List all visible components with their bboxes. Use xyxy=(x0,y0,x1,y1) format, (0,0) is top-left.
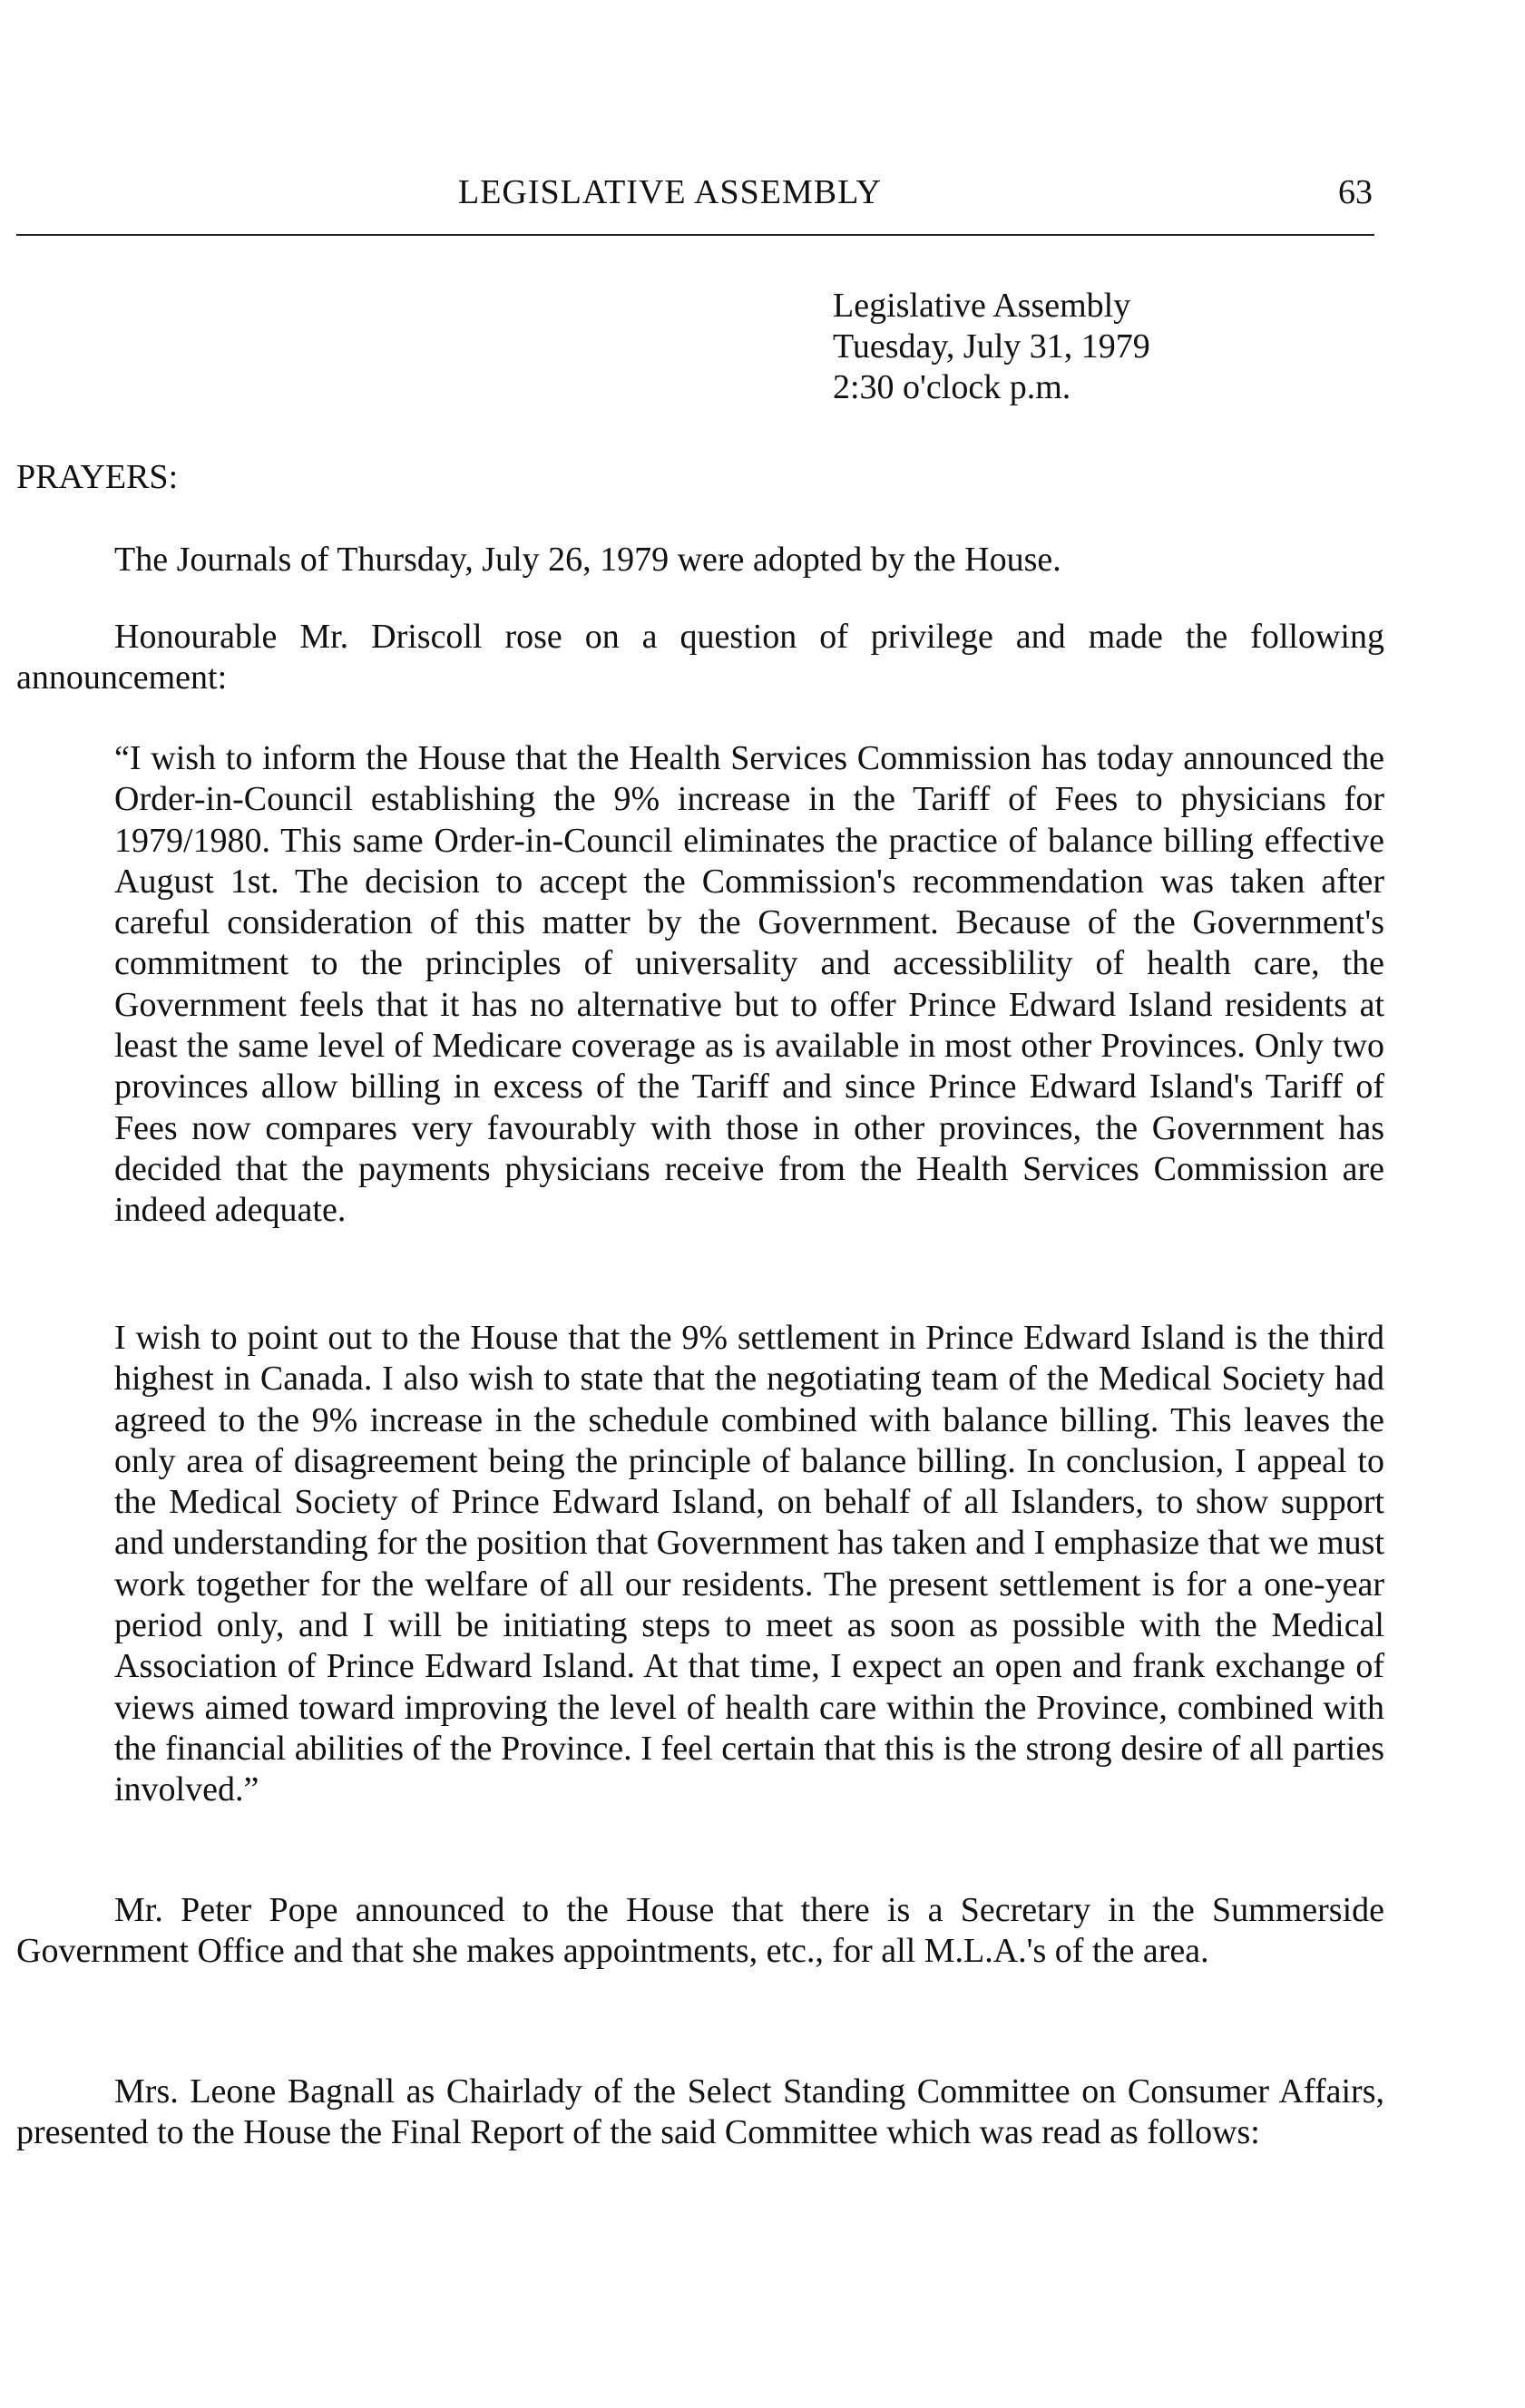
header-rule xyxy=(16,234,1374,236)
sitting-date: Tuesday, July 31, 1979 xyxy=(833,327,1150,366)
driscoll-intro-paragraph: Honourable Mr. Driscoll rose on a question of privilege and made the following announcement: xyxy=(16,618,1384,697)
quoted-announcement-paragraph-1: “I wish to inform the House that the Health Services Commission has today announced the Order-in-Council establishing the 9% increase in the Tariff of Fees to physicians for 1979/1980. This same Order-in-Council eliminates the practice of balance billing effective August 1st. The decision to accept the Commission's recommendation was taken after careful consideration of this matter by the Government. Because of the Government's commitment to the principles of universality and accessiblility of health care, the Government feels that it has no alternative but to offer Prince Edward Island residents at least the same level of Medicare coverage as is available in most other Provinces. Only two provinces allow billing in excess of the Tariff and since Prince Edward Island's Tariff of Fees now compares very favourably with those in other provinces, the Government has decided that the payments physicians receive from the Health Services Commission are indeed adequate. xyxy=(114,739,1384,1230)
sitting-time: 2:30 o'clock p.m. xyxy=(833,368,1071,406)
running-head-title: LEGISLATIVE ASSEMBLY xyxy=(458,173,882,211)
prayers-heading: PRAYERS: xyxy=(16,458,179,496)
sitting-body: Legislative Assembly xyxy=(833,287,1131,325)
sitting-info xyxy=(833,286,1150,408)
page-number: 63 xyxy=(1338,173,1373,211)
journals-paragraph: The Journals of Thursday, July 26, 1979 were adopted by the House. xyxy=(114,541,1061,579)
pope-paragraph: Mr. Peter Pope announced to the House that there is a Secretary in the Summerside Government Office and that she makes appointments, etc., for all M.L.A.'s of the area. xyxy=(16,1891,1384,1971)
quoted-announcement-paragraph-2: I wish to point out to the House that the 9% settlement in Prince Edward Island is the third highest in Canada. I also wish to state that the negotiating team of the Medical Society had agreed to the 9% increase in the schedule combined with balance billing. This leaves the only area of disagreement being the principle of balance billing. In conclusion, I appeal to the Medical Society of Prince Edward Island, on behalf of all Islanders, to show support and understanding for the position that Government has taken and I emphasize that we must work together for the welfare of all our residents. The present settlement is for a one-year period only, and I will be initiating steps to meet as soon as possible with the Medical Association of Prince Edward Island. At that time, I expect an open and frank exchange of views aimed toward improving the level of health care within the Province, combined with the financial abilities of the Province. I feel certain that this is the strong desire of all parties involved.” xyxy=(114,1319,1384,1809)
bagnall-paragraph: Mrs. Leone Bagnall as Chairlady of the Select Standing Committee on Consumer Affairs, presented to the House the Final Report of the said Committee which was read as follows: xyxy=(16,2072,1384,2152)
